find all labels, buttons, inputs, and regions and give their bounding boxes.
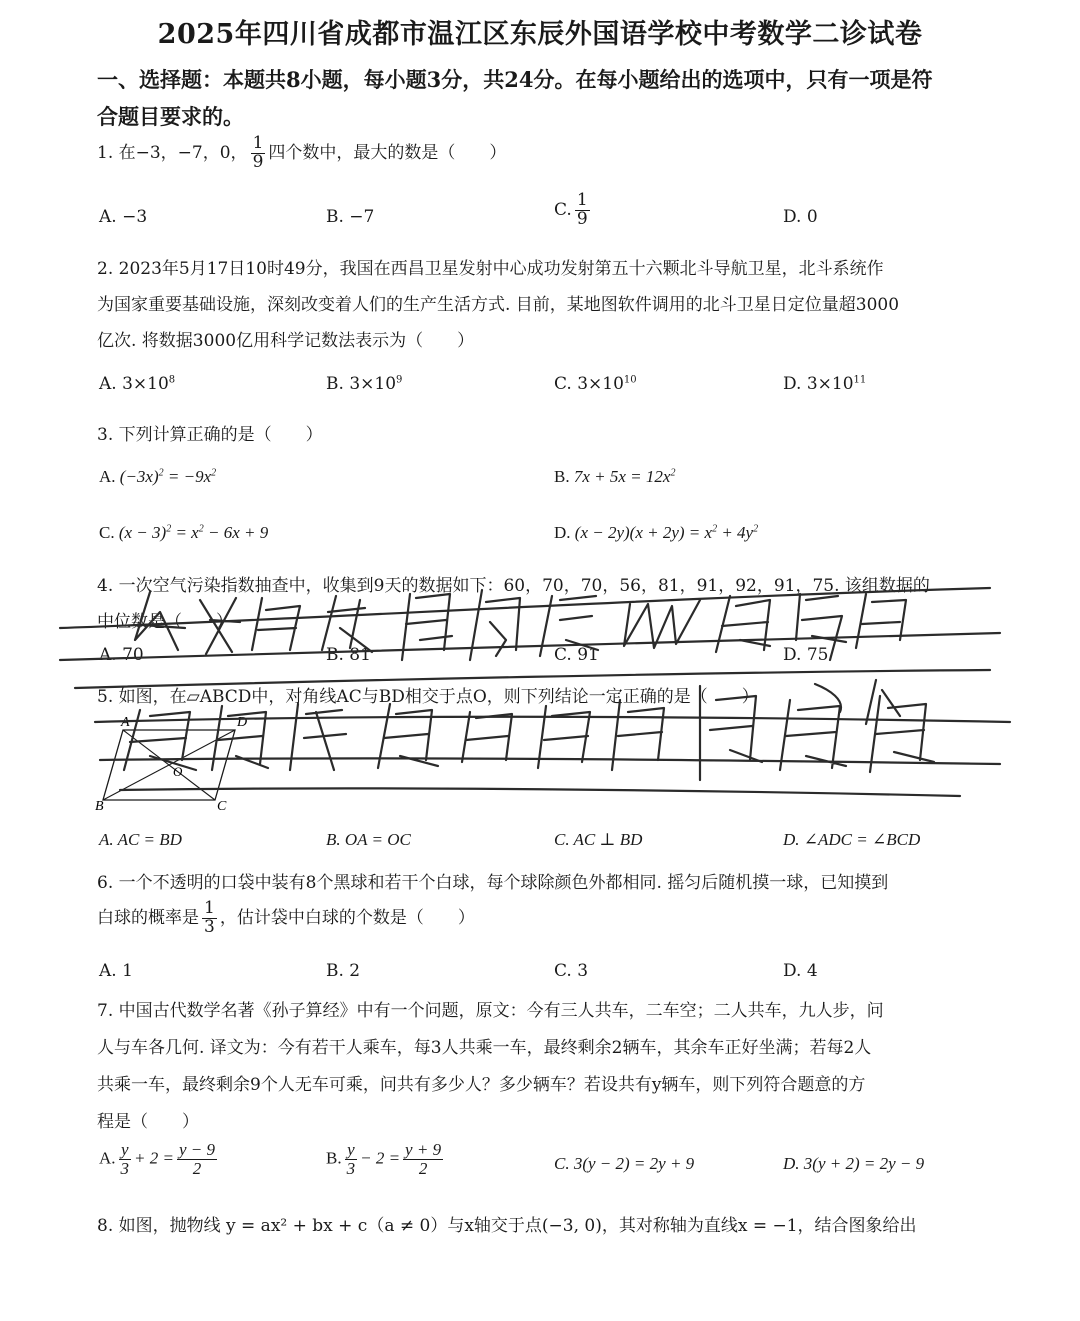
q7-b-mid: − 2 = xyxy=(360,1148,401,1168)
label-a: A xyxy=(121,715,130,730)
scribble-char-19 xyxy=(612,700,664,770)
q4-option-a: A. 70 xyxy=(99,645,144,665)
diagonal-bd xyxy=(103,730,235,800)
q1-option-c-den: 9 xyxy=(576,208,588,229)
q7-option-b xyxy=(326,1141,446,1178)
q2-line-3: 亿次. 将数据3000亿用科学记数法表示为（ ） xyxy=(97,331,475,351)
q4-line-1: 4. 一次空气污染指数抽查中，收集到9天的数据如下：60，70，70，56，81，91，92，91，75. 该组数据的 xyxy=(97,576,930,596)
q1-option-b: B. −7 xyxy=(326,207,375,227)
q7-line-4: 程是（ ） xyxy=(97,1112,199,1132)
q1-frac-den: 9 xyxy=(252,151,264,172)
q2-a-base: 3×10 xyxy=(122,374,169,394)
question-1-stem xyxy=(97,135,506,172)
q3-c-mid: = x xyxy=(175,523,199,542)
q7-a-frac-2 xyxy=(177,1141,217,1178)
parallelogram-figure xyxy=(93,712,253,812)
q2-a-label: A. xyxy=(99,374,117,394)
q6-frac-den: 3 xyxy=(204,916,215,937)
q6-frac-num: 1 xyxy=(204,898,215,918)
q4-option-c: C. 91 xyxy=(554,645,599,665)
q7-option-d: D. 3(y + 2) = 2y − 9 xyxy=(783,1154,925,1173)
q2-d-label: D. xyxy=(783,374,802,394)
scribble-char-5 xyxy=(402,594,452,660)
section-heading-line2: 合题目要求的。 xyxy=(97,104,244,129)
q7-b-label: B. xyxy=(326,1148,342,1168)
q1-stem-suffix: 四个数中，最大的数是（ ） xyxy=(268,142,507,163)
q7-line-1: 7. 中国古代数学名著《孙子算经》中有一个问题，原文：今有三人共车，二车空；二人共车，九人步，问 xyxy=(97,1001,884,1021)
q6-line-2 xyxy=(97,900,475,937)
section-heading-line1: 一、选择题：本题共8小题，每小题3分，共24分。在每小题给出的选项中，只有一项是符 xyxy=(97,67,933,92)
q4-option-d: D. 75 xyxy=(783,645,829,665)
q2-b-label: B. xyxy=(326,374,344,394)
q3-a-label: A. xyxy=(99,467,116,486)
q7-b-d1: 3 xyxy=(346,1158,356,1178)
scribble-char-21 xyxy=(780,700,846,770)
scribble-char-15 xyxy=(290,704,346,770)
q8-stem: 8. 如图，抛物线 y = ax² + bx + c（a ≠ 0）与x轴交于点(−3, 0)，其对称轴为直线x = −1，结合图象给出 xyxy=(97,1216,917,1236)
scribble-char-12 xyxy=(815,680,900,724)
scribble-char-16 xyxy=(378,704,438,768)
q2-a-exp: 8 xyxy=(168,374,176,386)
q7-option-c: C. 3(y − 2) = 2y + 9 xyxy=(554,1154,695,1173)
q3-b-lhs: 7x + 5x = 12x xyxy=(573,467,671,486)
q3-c-rhs: − 6x + 9 xyxy=(207,523,269,542)
q4-line-2: 中位数是（ ） xyxy=(97,612,233,632)
q2-d-base: 3×10 xyxy=(806,374,854,394)
q3-a-rhs-exp: 2 xyxy=(211,467,217,479)
scribble-char-4 xyxy=(322,596,372,652)
q7-a-frac-1 xyxy=(119,1141,132,1178)
label-d: D xyxy=(237,715,248,730)
q2-c-base: 3×10 xyxy=(577,374,624,394)
q3-option-a xyxy=(99,467,216,487)
q6-option-b: B. 2 xyxy=(326,961,361,981)
q3-stem: 3. 下列计算正确的是（ ） xyxy=(97,425,323,445)
q2-option-d xyxy=(783,374,866,394)
q3-option-d xyxy=(554,523,758,543)
scribble-char-8 xyxy=(624,600,700,648)
q6-option-a: A. 1 xyxy=(99,961,133,981)
q6-fraction xyxy=(202,900,217,937)
q2-line-2: 为国家重要基础设施，深刻改变着人们的生产生活方式. 目前，某地图软件调用的北斗卫星日定位量超3000 xyxy=(97,295,900,315)
q3-c-mid-exp: 2 xyxy=(198,523,204,535)
q7-a-d2: 2 xyxy=(192,1158,202,1178)
q7-line-3: 共乘一车，最终剩余9个人无车可乘，问共有多少人？多少辆车？若设共有y辆车，则下列符合题意的方 xyxy=(97,1075,866,1095)
q6-line-1: 6. 一个不透明的口袋中装有8个黑球和若干个白球，每个球除颜色外都相同. 摇匀后随机摸一球，已知摸到 xyxy=(97,873,889,893)
q2-c-exp: 10 xyxy=(623,374,637,386)
q5-stem: 5. 如图，在▱ABCD中，对角线AC与BD相交于点O，则下列结论一定正确的是（ ） xyxy=(97,687,759,707)
q7-line-2: 人与车各几何. 译文为：今有若干人乘车，每3人共乘一车，最终剩余2辆车，其余车正好坐满；若每2人 xyxy=(97,1038,872,1058)
q7-a-n1: y xyxy=(119,1141,132,1160)
scribble-char-3 xyxy=(252,598,300,650)
q5-option-c: C. AC ⊥ BD xyxy=(554,830,643,849)
q3-b-lhs-exp: 2 xyxy=(670,467,676,479)
q1-option-d: D. 0 xyxy=(783,207,818,227)
q2-d-exp: 11 xyxy=(853,374,867,386)
q3-c-lhs-exp: 2 xyxy=(166,523,172,535)
label-b: B xyxy=(95,799,104,812)
q3-d-lhs-exp: 2 xyxy=(712,523,718,535)
q3-a-lhs: (−3x) xyxy=(119,467,159,486)
q3-d-label: D. xyxy=(554,523,571,542)
q7-b-n1: y xyxy=(345,1141,358,1160)
q3-option-b xyxy=(554,467,675,487)
q2-c-label: C. xyxy=(554,374,572,394)
q3-b-label: B. xyxy=(554,467,570,486)
scribble-char-22 xyxy=(870,696,934,772)
q3-c-label: C. xyxy=(99,523,115,542)
q7-b-frac-1 xyxy=(345,1141,358,1178)
q1-option-c-num: 1 xyxy=(576,190,588,210)
q1-option-c xyxy=(554,192,593,229)
scribble-char-18 xyxy=(538,706,590,768)
q6-line2-suffix: ，估计袋中白球的个数是（ ） xyxy=(219,907,475,928)
q1-frac-num: 1 xyxy=(252,133,264,153)
q2-option-a xyxy=(99,374,175,394)
q5-option-b: B. OA = OC xyxy=(326,830,411,849)
scribble-line-2 xyxy=(60,633,1000,660)
q3-option-c xyxy=(99,523,268,543)
scribble-char-11 xyxy=(856,594,906,648)
q7-a-n2: y − 9 xyxy=(178,1140,216,1159)
q3-d-lhs: (x − 2y)(x + 2y) = x xyxy=(574,523,713,542)
q7-option-a xyxy=(99,1141,220,1178)
q1-option-c-fraction xyxy=(575,192,590,229)
q6-option-d: D. 4 xyxy=(783,961,818,981)
q3-d-rhs-exp: 2 xyxy=(753,523,759,535)
q1-stem-fraction xyxy=(251,135,266,172)
q7-a-label: A. xyxy=(99,1148,116,1168)
label-c: C xyxy=(217,799,227,812)
q6-option-c: C. 3 xyxy=(554,961,589,981)
q3-a-rhs: = −9x xyxy=(167,467,212,486)
q3-d-rhs: + 4y xyxy=(721,523,754,542)
q7-b-frac-2 xyxy=(403,1141,443,1178)
q6-line2-prefix: 白球的概率是 xyxy=(97,907,199,928)
q4-option-b: B. 81 xyxy=(326,645,371,665)
q2-option-b xyxy=(326,374,402,394)
q7-b-d2: 2 xyxy=(418,1158,428,1178)
page-title: 2025年四川省成都市温江区东辰外国语学校中考数学二诊试卷 xyxy=(157,19,923,50)
label-o: O xyxy=(173,764,183,779)
q5-option-d: D. ∠ADC = ∠BCD xyxy=(783,830,921,849)
q2-b-base: 3×10 xyxy=(349,374,397,394)
scribble-char-6 xyxy=(470,590,520,660)
q7-a-d1: 3 xyxy=(120,1158,130,1178)
q3-c-lhs: (x − 3) xyxy=(118,523,167,542)
q2-b-exp: 9 xyxy=(396,374,403,386)
q1-stem-prefix: 1. 在−3，−7，0， xyxy=(97,142,248,163)
q7-a-mid: + 2 = xyxy=(134,1148,174,1168)
q3-a-lhs-exp: 2 xyxy=(158,467,164,479)
q5-option-a: A. AC = BD xyxy=(99,830,182,849)
q2-line-1: 2. 2023年5月17日10时49分，我国在西昌卫星发射中心成功发射第五十六颗北斗导航卫星，北斗系统作 xyxy=(97,259,884,279)
scribble-char-17 xyxy=(462,712,512,762)
q1-option-c-label: C. xyxy=(554,199,572,220)
scribble-char-9 xyxy=(716,596,770,652)
q2-option-c xyxy=(554,374,637,394)
q1-option-a: A. −3 xyxy=(99,207,148,227)
q7-b-n2: y + 9 xyxy=(405,1140,442,1159)
